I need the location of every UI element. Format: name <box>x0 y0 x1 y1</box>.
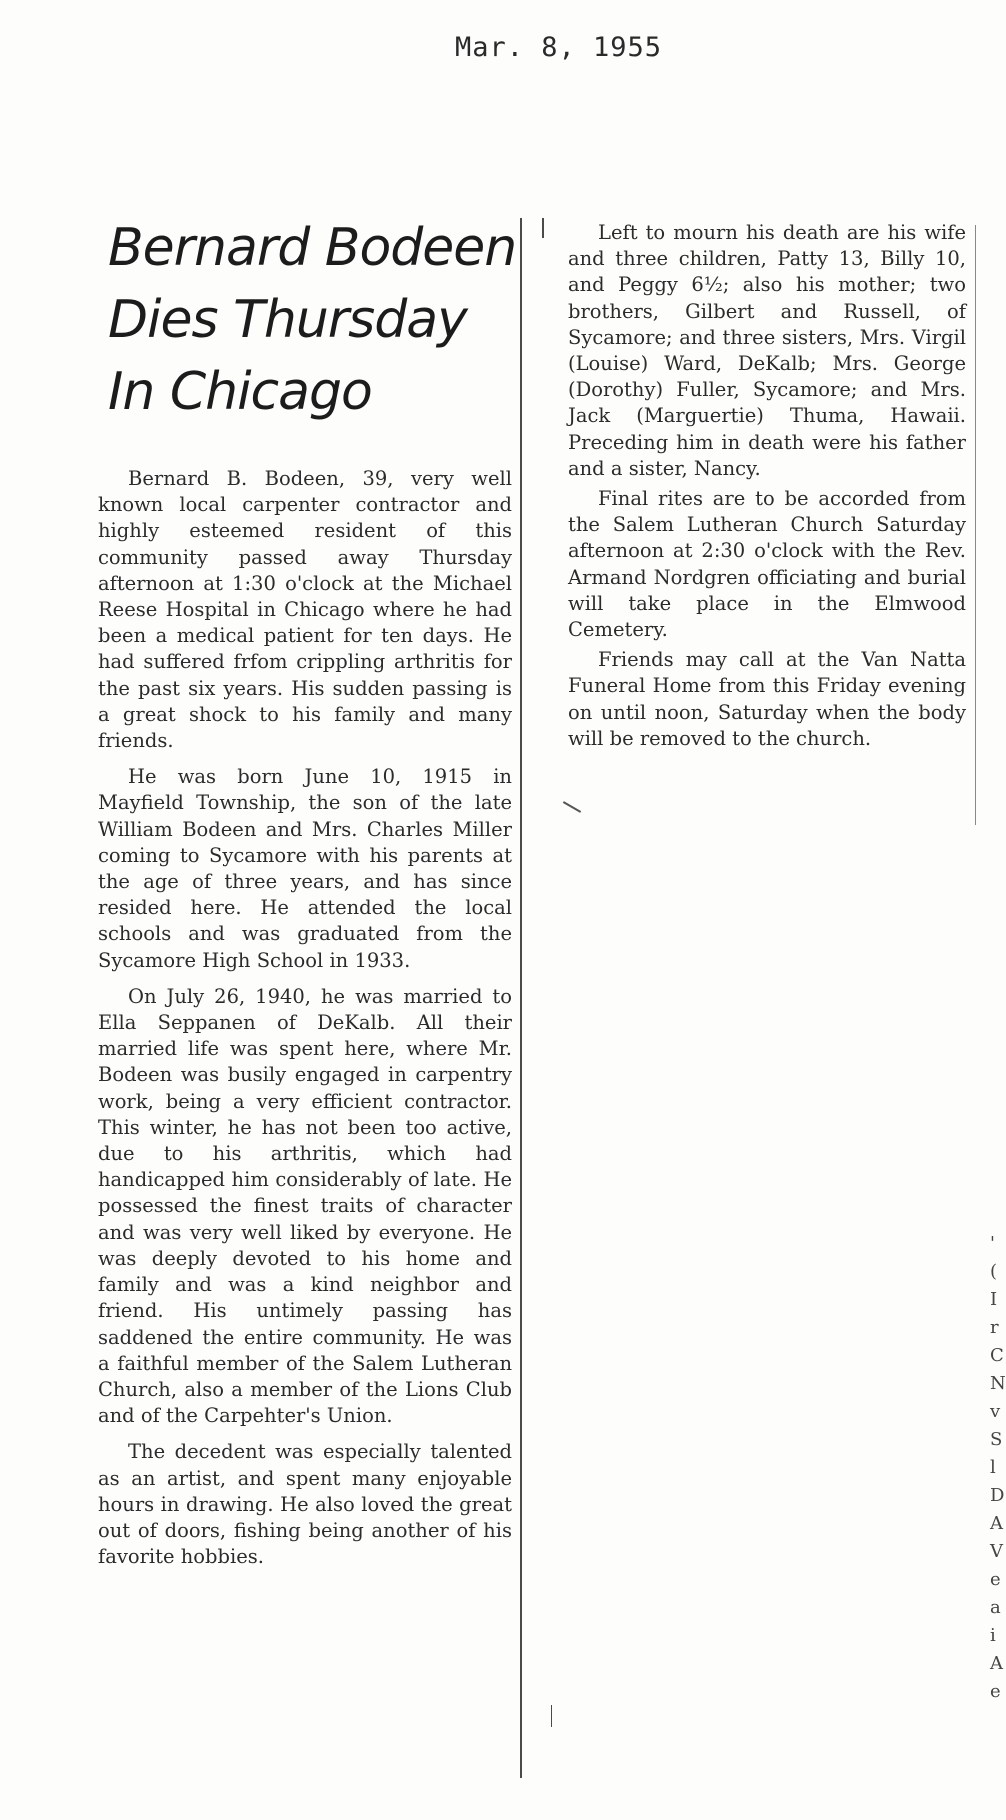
column-rule-right <box>975 225 976 825</box>
clipping-edge-mark-lower <box>551 1705 552 1727</box>
paragraph-final-rites: Final rites are to be accorded from the Salem Lutheran Church Saturday afternoon at 2:30 o'clock with the Rev. Armand Nordgren officiating and burial will take place in the Elmwood Cemetery. <box>568 487 966 642</box>
clipping-edge-mark <box>542 218 544 238</box>
paragraph-birth: He was born June 10, 1915 in Mayfield Township, the son of the late William Bodeen and Mrs. Charles Miller coming to Sycamore with his parents at the age of three years, and has since resided here. He attended the local schools and was graduated from the Sycamore High School in 1933. <box>98 765 512 972</box>
headline-line-1: Bernard Bodeen <box>108 218 517 278</box>
paragraph-survivors: Left to mourn his death are his wife and three children, Patty 13, Billy 10, and Peggy 6½; also his mother; two brothers, Gilbert and Russell, of Sycamore; and three sisters, Mrs. Virgil (Louise) Ward, DeKalb; Mrs. George (Dorothy) Fuller, Sycamore; and Mrs. Jack (Marguertie) Thuma, Hawaii. Preceding him in death were his father and a sister, Nancy. <box>568 221 966 480</box>
article-left-column <box>98 212 517 1570</box>
paragraph-death-notice: Bernard B. Bodeen, 39, very well known local carpenter contractor and highly esteemed resident of this community passed away Thursday afternoon at 1:30 o'clock at the Michael Reese Hospital in Chicago where he had been a medical patient for ten days. He had suffered frfom crippling arthritis for the past six years. His sudden passing is a great shock to his family and many friends. <box>98 467 512 753</box>
article-right-column <box>568 220 966 752</box>
column-rule-left <box>520 218 522 1778</box>
paragraph-visitation: Friends may call at the Van Natta Funeral Home from this Friday evening on until noon, Saturday when the body will be removed to the church. <box>568 648 966 750</box>
paragraph-hobbies: The decedent was especially talented as an artist, and spent many enjoyable hours in drawing. He also loved the great out of doors, fishing being another of his favorite hobbies. <box>98 1440 512 1569</box>
headline-line-3: In Chicago <box>108 362 372 422</box>
handwritten-date: Mar. 8, 1955 <box>455 32 663 63</box>
headline <box>108 212 517 428</box>
adjacent-column-fragment: ' ( I r C N v S l D A V e a i A e <box>990 1233 1006 1702</box>
pen-mark <box>563 801 581 813</box>
paragraph-marriage-life: On July 26, 1940, he was married to Ella Seppanen of DeKalb. All their married life was spent here, where Mr. Bodeen was busily engaged in carpentry work, being a very efficient contractor. This winter, he has not been too active, due to his arthritis, which had handicapped him considerably of late. He possessed the finest traits of character and was very well liked by everyone. He was deeply devoted to his home and family and was a kind neighbor and friend. His untimely passing has saddened the entire community. He was a faithful member of the Salem Lutheran Church, also a member of the Lions Club and of the Carpehter's Union. <box>98 984 512 1428</box>
headline-line-2: Dies Thursday <box>108 290 467 350</box>
